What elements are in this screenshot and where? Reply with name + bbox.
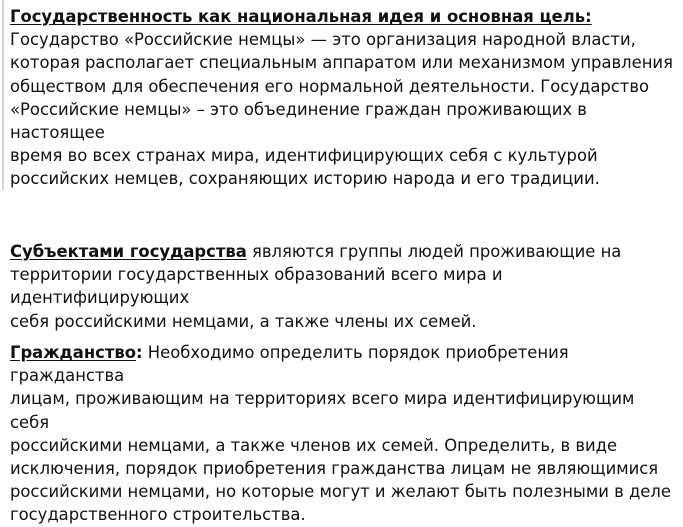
statehood-body: Государство «Российские немцы» — это организация народной власти, которая располагает специальным аппаратом или механизмом управления обществом для обеспечения его нормальной деятельности. Государство «Российские немцы» – это объединение граждан проживающих в настоящее время во всех странах мира, идентифицирующих себя с культурой российских немцев, сохраняющих историю народа и его традиции. [10,30,673,189]
citizenship-heading: Гражданство [10,343,137,362]
citizenship-section [10,341,678,527]
subjects-heading: Субъектами государства [10,242,247,261]
statehood-heading: Государственность как национальная идея и основная цель: [10,7,592,26]
statehood-section [10,5,678,191]
citizenship-body: Необходимо определить порядок приобретения гражданства лицам, проживающим на территориях всего мира идентифицирующим себя российскими немцами, а также членов их семей. Определить, в виде исключения, порядок приобретения гражданства лицам не являющимися российскими немцами, но которые могут и желают быть полезными в деле государственного строительства. [10,343,671,525]
subjects-section [10,240,678,333]
subjects-body: являются группы людей проживающие на территории государственных образований всего мира и идентифицирующих себя российскими немцами, а также члены их семей. [10,242,622,331]
citizenship-heading-colon: : [136,343,143,362]
left-margin-rule [2,0,4,190]
